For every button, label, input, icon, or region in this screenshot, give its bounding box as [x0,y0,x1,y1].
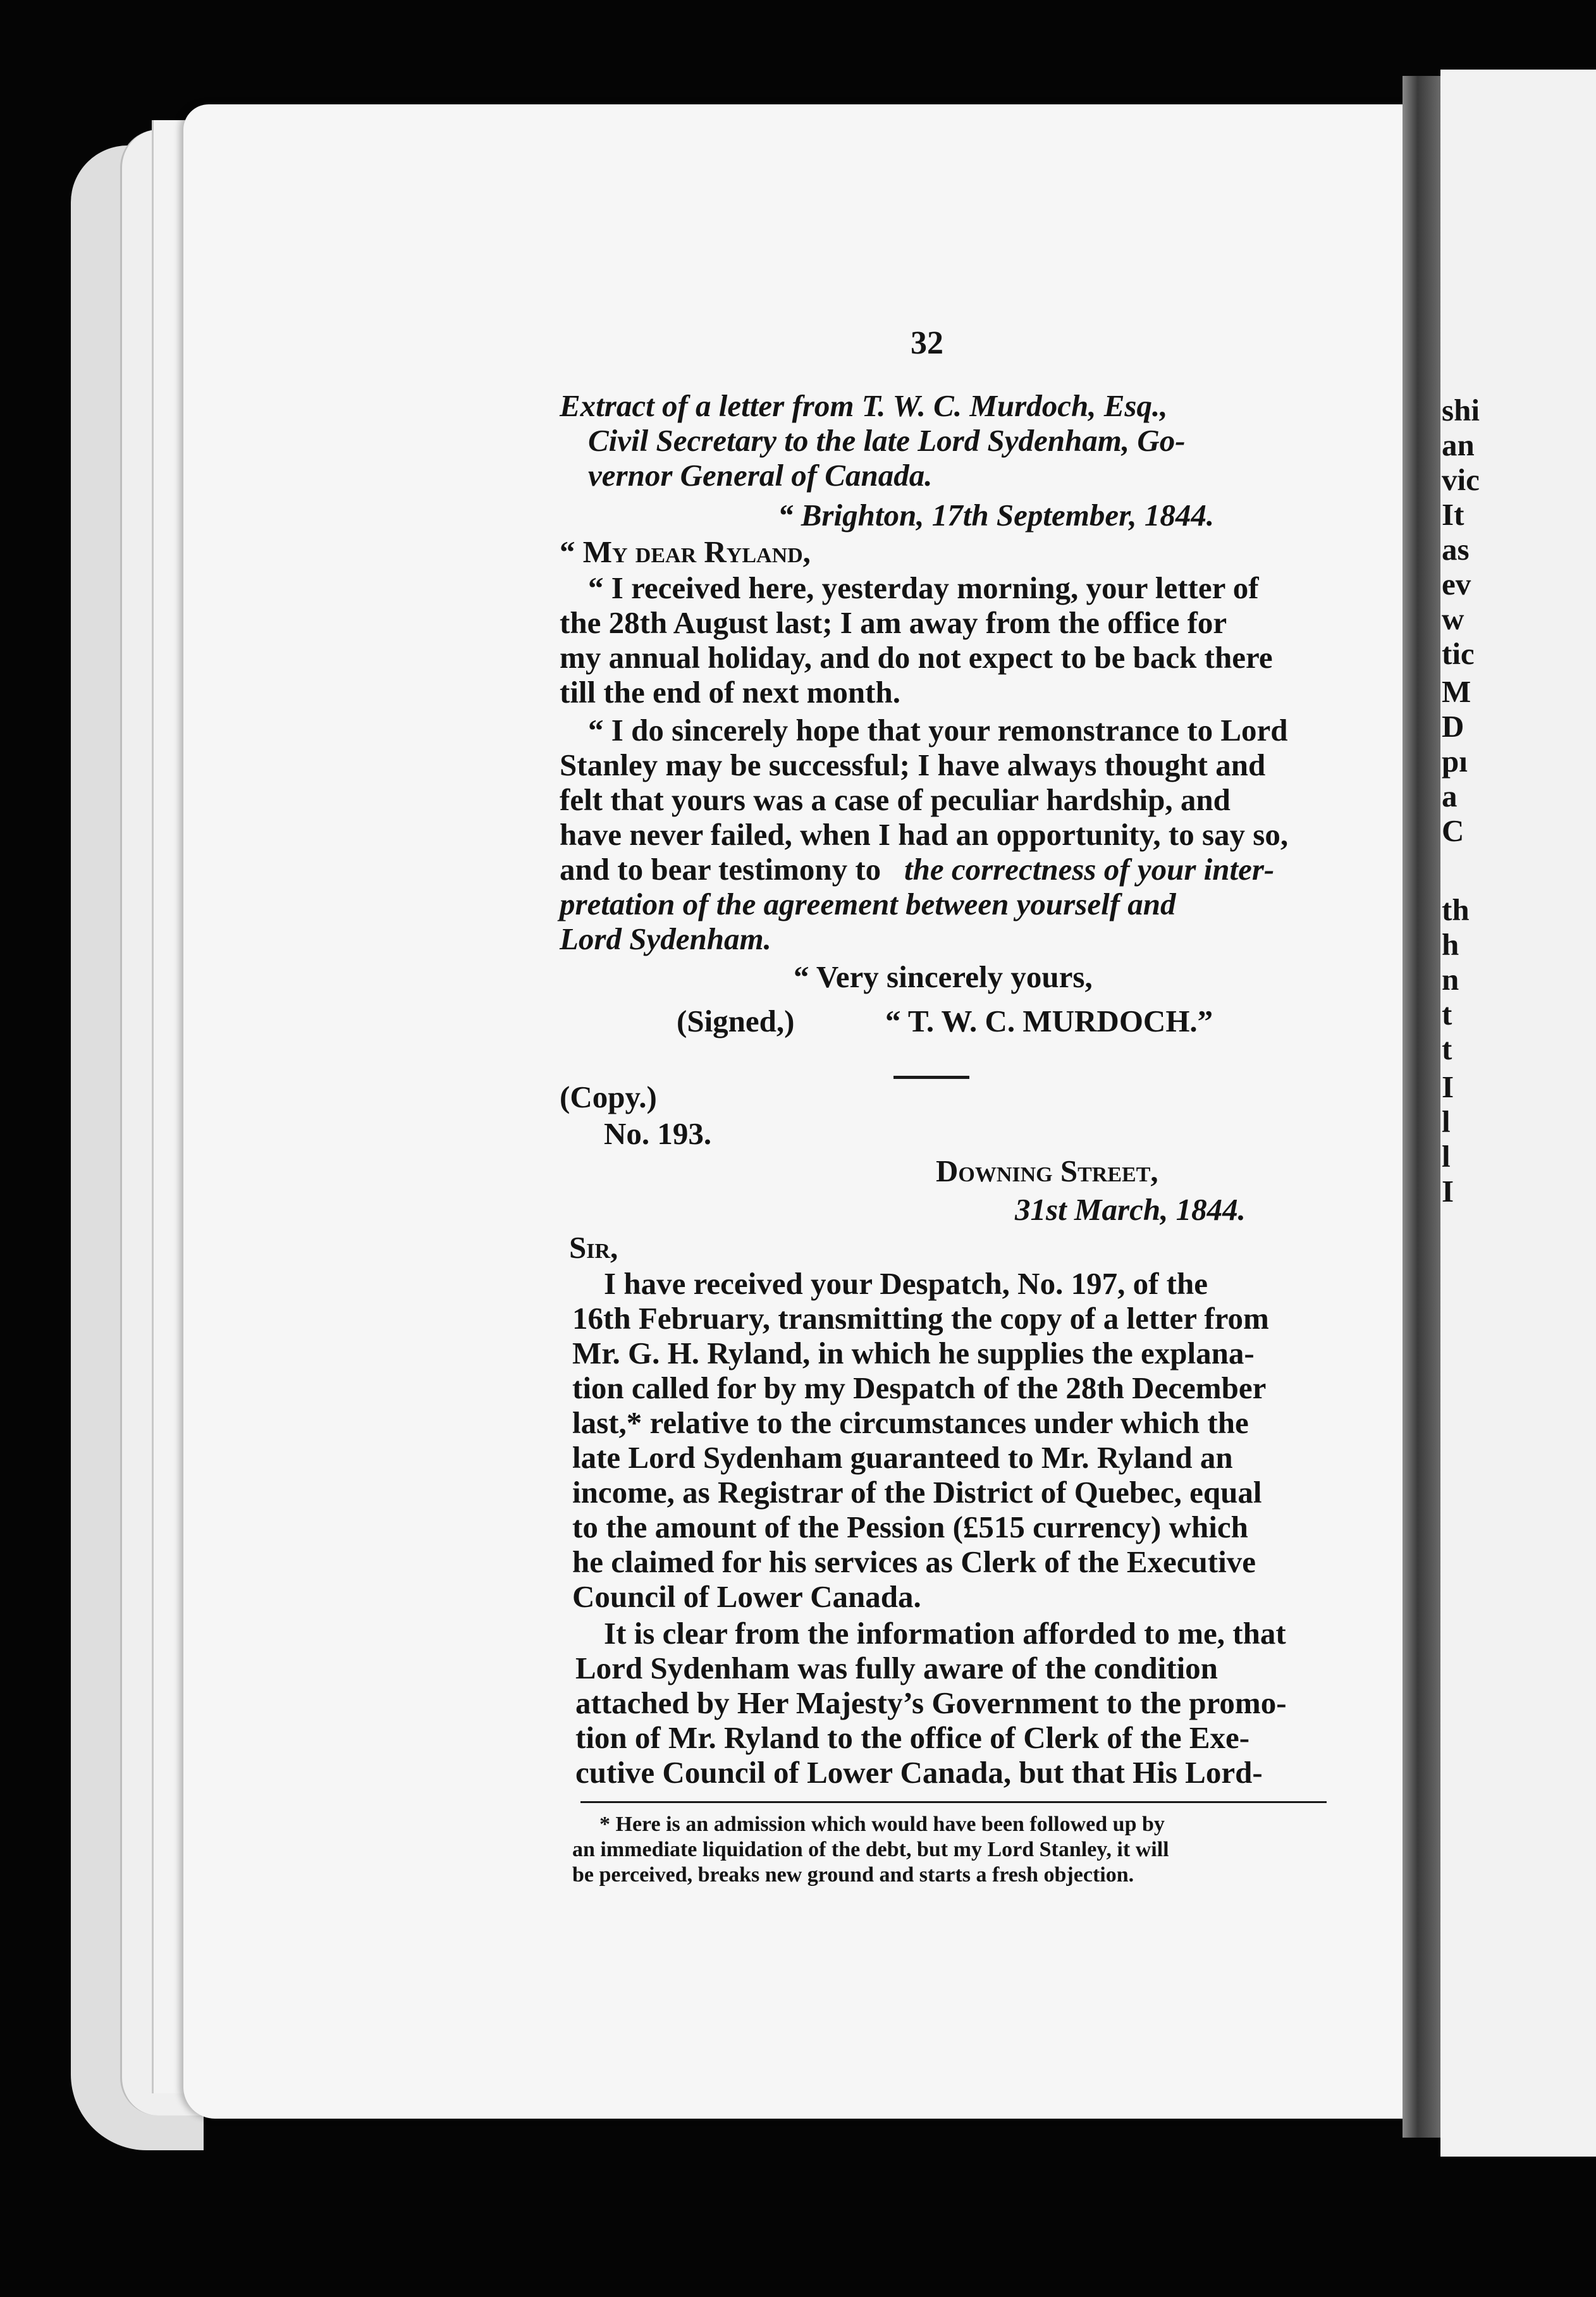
extract-para2-line: have never failed, when I had an opportunity, to say so, [560,817,1289,852]
extract-signed: (Signed,) [677,1004,795,1038]
despatch-para1-line: last,* relative to the circumstances under which the [572,1405,1249,1440]
facing-page-fragment: th [1442,892,1470,927]
extract-para2-italic-line: pretation of the agreement between yourself and [560,887,1176,921]
despatch-salutation: Sir, [569,1230,618,1265]
extract-heading-line: Civil Secretary to the late Lord Sydenham, Go- [588,423,1186,458]
despatch-para2-line: It is clear from the information afforded to me, that [604,1616,1286,1651]
extract-para1-line: “ I received here, yesterday morning, your letter of [588,570,1259,605]
facing-page [1440,70,1596,2157]
facing-page-fragment: n [1442,962,1459,997]
despatch-para1-line: Council of Lower Canada. [572,1579,921,1614]
despatch-para2-line: tion of Mr. Ryland to the office of Clerk of the Exe- [575,1720,1250,1755]
facing-page-fragment: vic [1442,462,1480,497]
despatch-date: 31st March, 1844. [1015,1192,1246,1227]
facing-page-fragment: It [1442,497,1464,532]
facing-page-fragment: pı [1442,744,1468,779]
despatch-number: No. 193. [604,1116,712,1151]
section-divider [893,1076,969,1079]
facing-page-fragment: l [1442,1104,1451,1139]
extract-para2-line: felt that yours was a case of peculiar hardship, and [560,782,1231,817]
facing-page-fragment: as [1442,532,1470,567]
footnote-rule [580,1801,1327,1803]
despatch-para1-line: income, as Registrar of the District of Quebec, equal [572,1475,1262,1510]
despatch-para1-line: tion called for by my Despatch of the 28th December [572,1370,1267,1405]
extract-heading-line: Extract of a letter from T. W. C. Murdoch, Esq., [560,388,1168,423]
despatch-para1-line: late Lord Sydenham guaranteed to Mr. Ryland an [572,1440,1233,1475]
facing-page-fragment: I [1442,1069,1454,1104]
extract-para1-line: my annual holiday, and do not expect to be back there [560,640,1273,675]
facing-page-fragment: h [1442,927,1459,962]
extract-para1-line: the 28th August last; I am away from the office for [560,605,1227,640]
footnote-line: * Here is an admission which would have been followed up by [599,1813,1165,1836]
facing-page-fragment: I [1442,1174,1454,1209]
despatch-para1-line: 16th February, transmitting the copy of a letter from [572,1301,1269,1336]
extract-para1-line: till the end of next month. [560,675,900,710]
footnote-line: be perceived, breaks new ground and starts a fresh objection. [572,1863,1134,1887]
despatch-para2-line: Lord Sydenham was fully aware of the condition [575,1651,1218,1685]
book-gutter [1403,76,1440,2138]
footnote-line: an immediate liquidation of the debt, but my Lord Stanley, it will [572,1838,1169,1861]
facing-page-fragment: l [1442,1139,1451,1174]
facing-page-fragment: tic [1442,636,1475,671]
extract-salutation: “ My dear Ryland, [560,534,811,569]
extract-heading-line: vernor General of Canada. [588,458,933,493]
facing-page-fragment: shi [1442,393,1480,428]
facing-page-fragment: t [1442,1031,1452,1066]
despatch-para1-line: he claimed for his services as Clerk of the Executive [572,1544,1256,1579]
extract-para2-line: “ I do sincerely hope that your remonstrance to Lord [588,713,1288,748]
facing-page-fragment: M [1442,674,1471,709]
facing-page-fragment: D [1442,709,1464,744]
extract-para2-italic-line: the correctness of your inter- [904,852,1275,887]
extract-para2-italic-line: Lord Sydenham. [560,921,771,956]
facing-page-fragment: C [1442,813,1464,848]
extract-signature: “ T. W. C. MURDOCH.” [885,1004,1213,1038]
despatch-para2-line: attached by Her Majesty’s Government to the promo- [575,1685,1287,1720]
page-number: 32 [911,325,943,361]
extract-para2-line: and to bear testimony to [560,852,881,887]
despatch-para1-line: Mr. G. H. Ryland, in which he supplies the explana- [572,1336,1255,1370]
extract-closing: “ Very sincerely yours, [794,959,1093,994]
facing-page-fragment: ev [1442,567,1471,601]
facing-page-fragment: an [1442,428,1475,462]
despatch-para1-line: I have received your Despatch, No. 197, of the [604,1266,1208,1301]
despatch-para2-line: cutive Council of Lower Canada, but that His Lord- [575,1755,1263,1790]
facing-page-fragment: t [1442,997,1452,1031]
despatch-address: Downing Street, [936,1154,1158,1188]
extract-dateline: “ Brighton, 17th September, 1844. [778,498,1215,533]
extract-para2-line: Stanley may be successful; I have always thought and [560,748,1266,782]
facing-page-fragment: a [1442,779,1458,813]
facing-page-fragment: w [1442,601,1464,636]
despatch-para1-line: to the amount of the Pession (£515 currency) which [572,1510,1248,1544]
despatch-copy: (Copy.) [560,1080,657,1114]
